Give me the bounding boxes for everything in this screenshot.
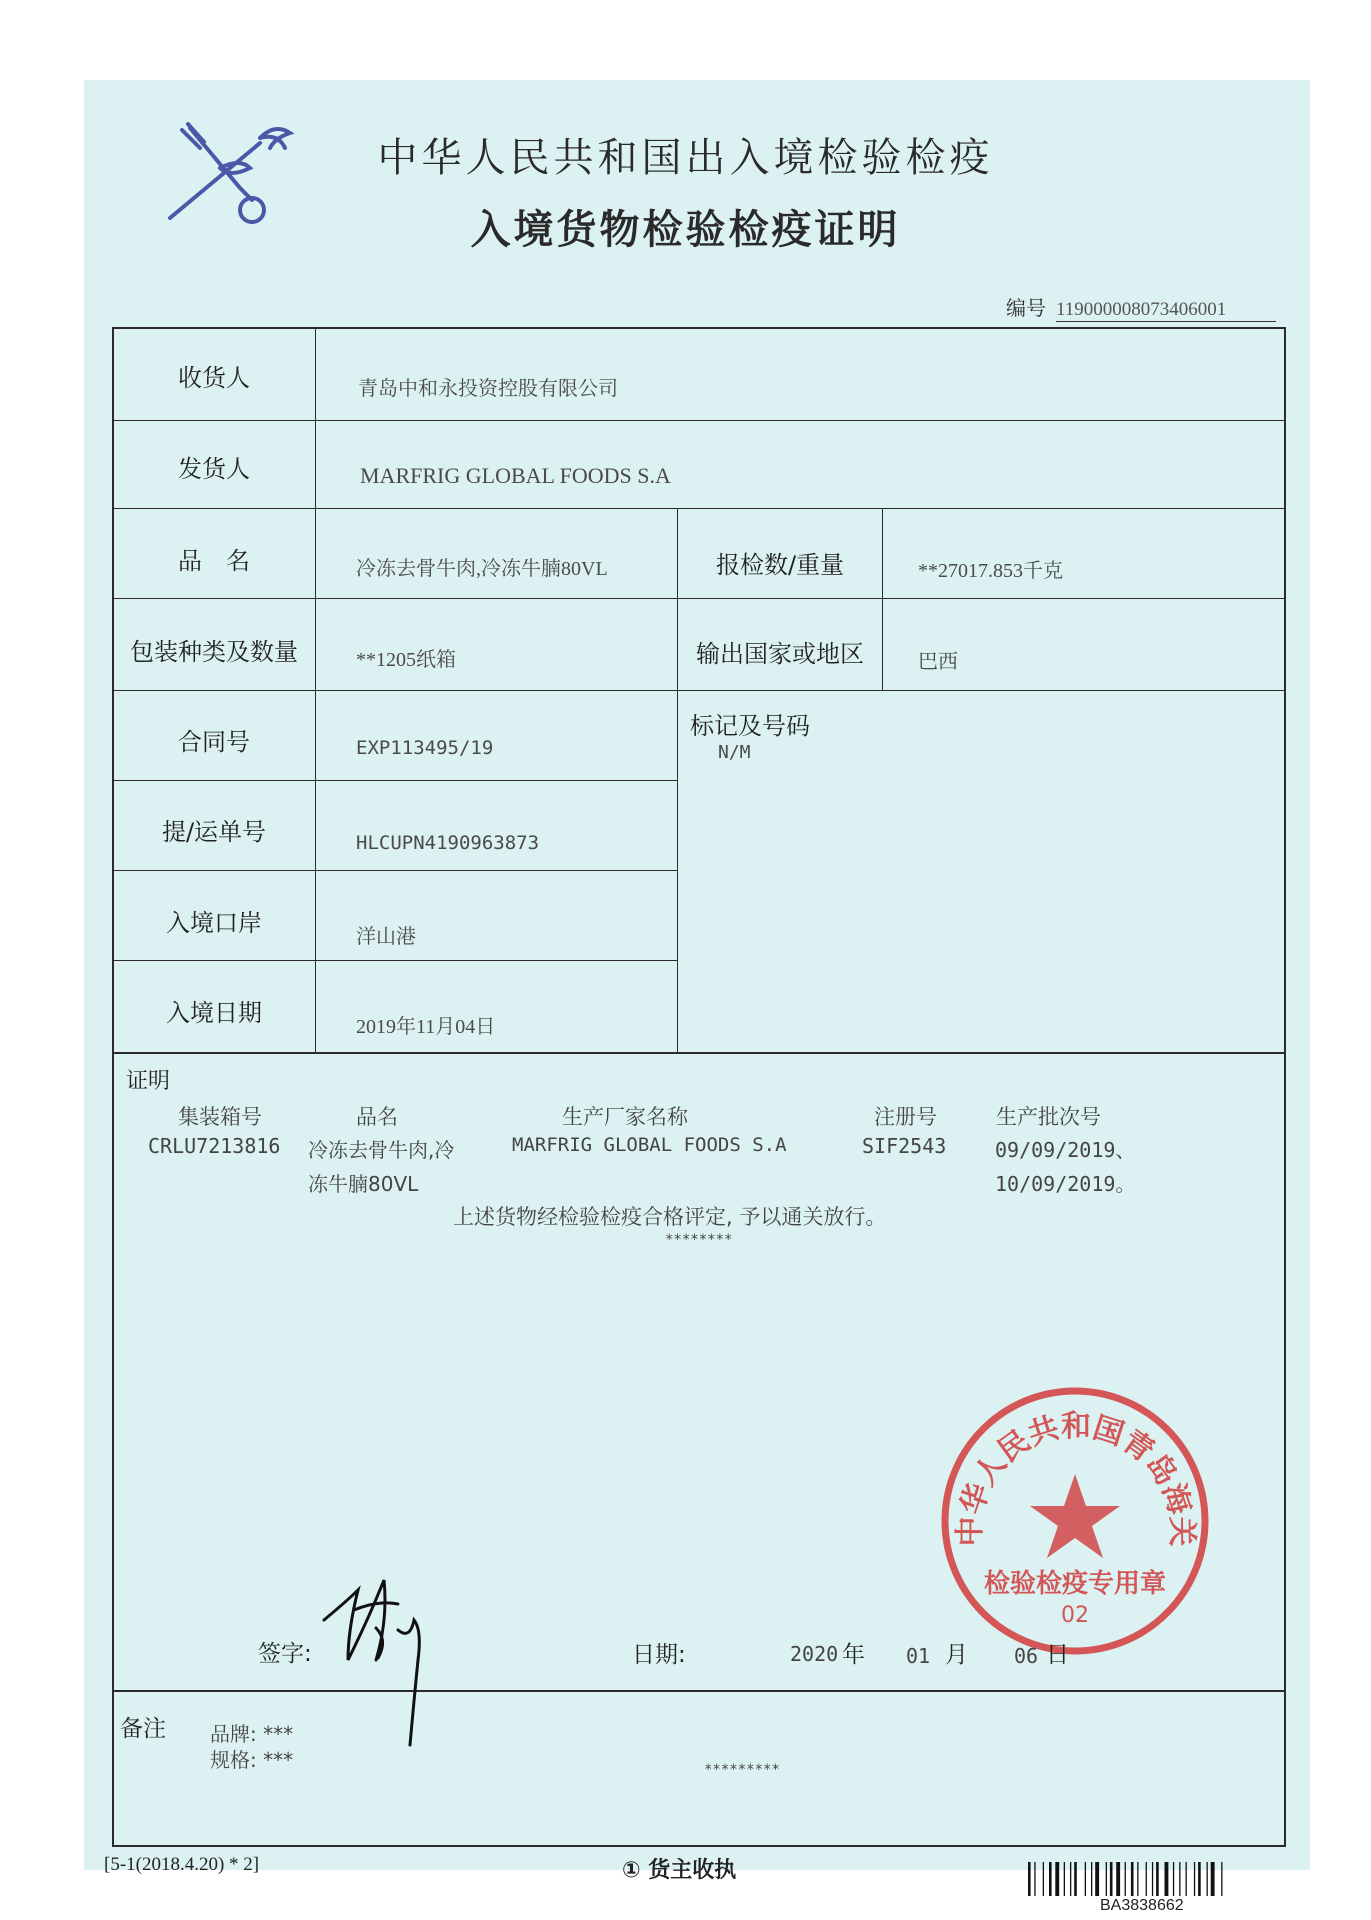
product-label: 品 名 — [178, 547, 250, 575]
remarks-stars: ********* — [704, 1762, 780, 1778]
remarks-label: 备注 — [120, 1716, 166, 1742]
consignee-label: 收货人 — [178, 364, 250, 392]
sign-date-label: 日期: — [632, 1642, 686, 1668]
consignee-value: 青岛中和永投资控股有限公司 — [358, 376, 618, 400]
bl-value: HLCUPN4190963873 — [356, 832, 540, 854]
col-container: 集装箱号 — [178, 1105, 262, 1129]
barcode — [1028, 1862, 1278, 1900]
remarks-spec: 规格: *** — [210, 1748, 294, 1772]
year-unit: 年 — [842, 1642, 865, 1668]
product-value: 冷冻去骨牛肉,冷冻牛腩80VL — [356, 558, 608, 580]
bl-label: 提/运单号 — [161, 818, 267, 846]
product-line1: 冷冻去骨牛肉,冷 — [308, 1138, 455, 1162]
sign-month: 01 — [906, 1644, 931, 1668]
contract-label: 合同号 — [178, 728, 250, 756]
registration-number: SIF2543 — [862, 1134, 947, 1158]
marks-value: N/M — [718, 742, 751, 763]
seal-number: 02 — [1061, 1603, 1089, 1628]
manufacturer-name: MARFRIG GLOBAL FOODS S.A — [512, 1134, 787, 1156]
certificate-number — [1006, 292, 1276, 322]
port-label: 入境口岸 — [166, 909, 262, 937]
signature-label: 签字: — [258, 1641, 312, 1667]
certificate-label: 证明 — [126, 1069, 171, 1094]
origin-label: 输出国家或地区 — [696, 640, 864, 668]
consignor-label: 发货人 — [178, 455, 250, 483]
number-label: 编号 — [1006, 296, 1046, 320]
entry-date-value: 2019年11月04日 — [356, 1016, 496, 1038]
statement-stars: ******** — [665, 1232, 733, 1248]
packing-label: 包装种类及数量 — [130, 638, 298, 666]
number-value: 119000008073406001 — [1056, 299, 1276, 322]
batch-line2: 10/09/2019。 — [995, 1172, 1136, 1196]
clearance-statement: 上述货物经检验检疫合格评定, 予以通关放行。 — [453, 1205, 887, 1229]
document-subtitle: 入境货物检验检疫证明 — [470, 207, 901, 253]
sign-year: 2020 — [790, 1642, 839, 1666]
handwritten-signature — [318, 1560, 438, 1750]
official-seal-icon — [936, 1382, 1214, 1660]
seal-inner-text: 检验检疫专用章 — [983, 1569, 1167, 1599]
remarks-brand: 品牌: *** — [210, 1722, 294, 1746]
batch-line1: 09/09/2019、 — [995, 1138, 1136, 1162]
col-batch: 生产批次号 — [996, 1105, 1101, 1129]
consignor-value: MARFRIG GLOBAL FOODS S.A — [360, 463, 671, 488]
port-value: 洋山港 — [356, 926, 416, 948]
contract-value: EXP113495/19 — [356, 737, 494, 759]
sign-day: 06 — [1014, 1644, 1039, 1668]
barcode-text: BA3838662 — [1100, 1897, 1184, 1914]
weight-value: **27017.853千克 — [918, 560, 1063, 582]
form-code: [5-1(2018.4.20) * 2] — [104, 1854, 260, 1875]
entry-date-label: 入境日期 — [166, 999, 262, 1027]
day-unit: 日 — [1046, 1642, 1069, 1668]
container-number: CRLU7213816 — [148, 1134, 281, 1158]
col-product: 品名 — [356, 1105, 398, 1129]
document-title: 中华人民共和国出入境检验检疫 — [377, 135, 994, 181]
col-manufacturer: 生产厂家名称 — [562, 1105, 688, 1129]
packing-value: **1205纸箱 — [356, 649, 456, 671]
seal-ring-text: 中华人民共和国青岛海关 — [952, 1409, 1200, 1547]
month-unit: 月 — [945, 1642, 968, 1668]
marks-label: 标记及号码 — [690, 712, 810, 740]
product-line2: 冻牛腩80VL — [308, 1172, 419, 1196]
col-reg: 注册号 — [874, 1105, 937, 1129]
weight-label: 报检数/重量 — [715, 551, 845, 579]
copy-marker: ① 货主收执 — [622, 1858, 737, 1883]
origin-value: 巴西 — [918, 651, 958, 673]
